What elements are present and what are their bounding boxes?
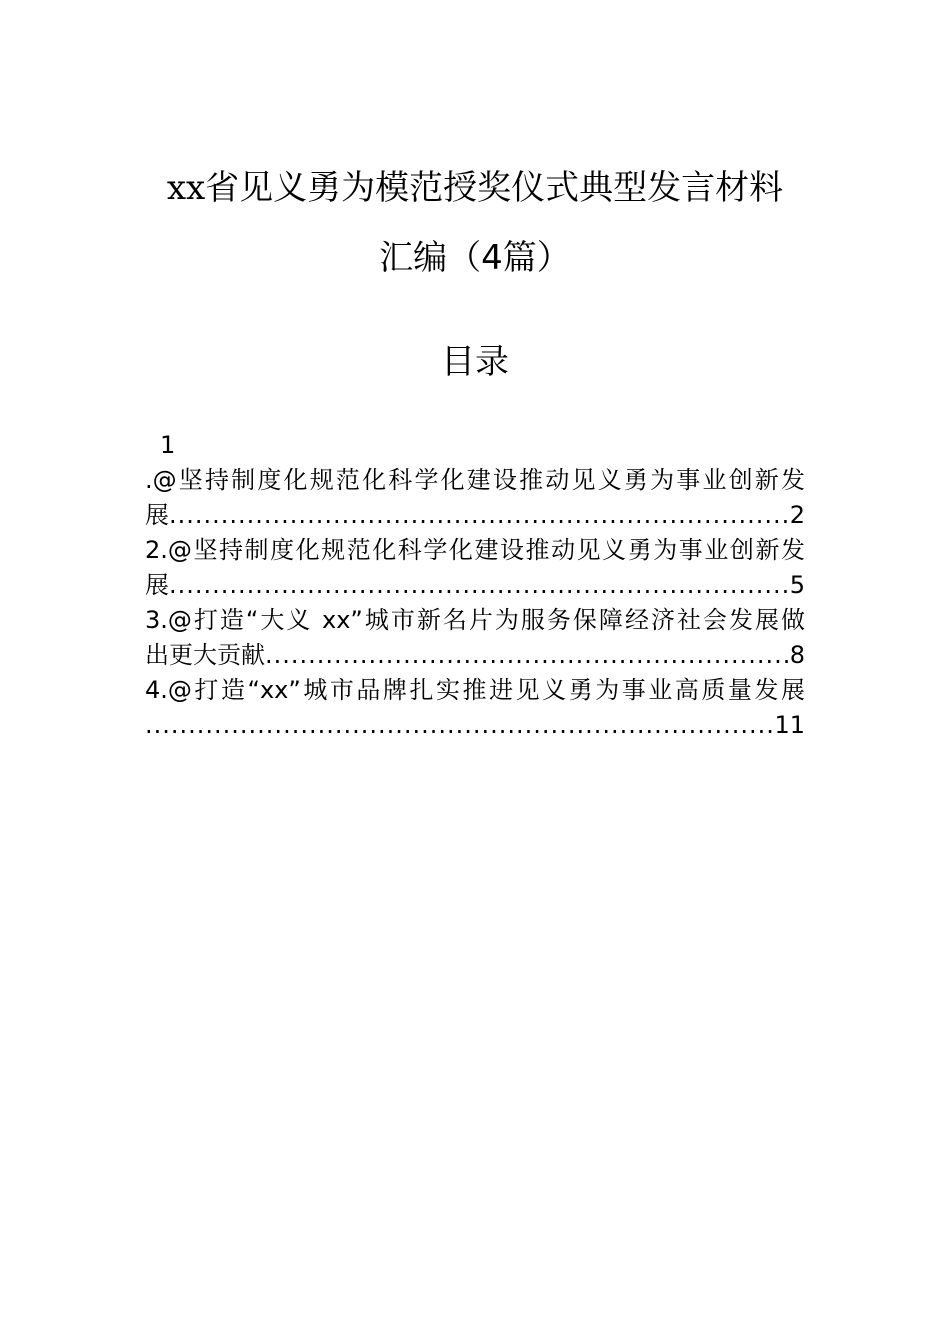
toc-leader-dots: [169, 568, 788, 603]
toc-entry-1-number: 1: [160, 431, 176, 459]
toc-leader-dots: [265, 638, 788, 673]
title-prefix: xx: [166, 168, 206, 208]
toc-leader-dots: [169, 498, 788, 533]
table-of-contents: [145, 428, 805, 743]
toc-entry-3-title[interactable]: 3.@打造“大义 xx”城市新名片为服务保障经济社会发展做: [145, 606, 805, 634]
toc-entry-1-title-end: 展: [145, 501, 169, 529]
toc-entry-2-title-end: 展: [145, 571, 169, 599]
toc-entry-4-page-number: 11: [774, 711, 805, 739]
document-title-line-1: [0, 166, 950, 210]
title-text: 省见义勇为模范授奖仪式典型发言材料: [205, 168, 784, 208]
toc-entry-3-leader-line[interactable]: [145, 638, 805, 673]
toc-entry-3-title-end: 出更大贡献: [145, 641, 265, 669]
document-title-line-2: 汇编（4篇）: [379, 238, 571, 278]
toc-entry-4-leader-line[interactable]: [145, 708, 805, 743]
toc-leader-dots: [145, 708, 772, 743]
toc-entry-2-title[interactable]: 2.@坚持制度化规范化科学化建设推动见义勇为事业创新发: [145, 536, 805, 564]
toc-entry-1-page-number: 2: [789, 501, 805, 529]
toc-entry-2-page-number: 5: [789, 571, 805, 599]
toc-entry-1-title[interactable]: .@坚持制度化规范化科学化建设推动见义勇为事业创新发: [145, 466, 805, 494]
toc-heading: 目录: [441, 342, 509, 382]
toc-entry-4-title[interactable]: 4.@打造“xx”城市品牌扎实推进见义勇为事业高质量发展: [145, 676, 805, 704]
toc-entry-2-leader-line[interactable]: [145, 568, 805, 603]
toc-entry-1-leader-line[interactable]: [145, 498, 805, 533]
toc-entry-3-page-number: 8: [789, 641, 805, 669]
